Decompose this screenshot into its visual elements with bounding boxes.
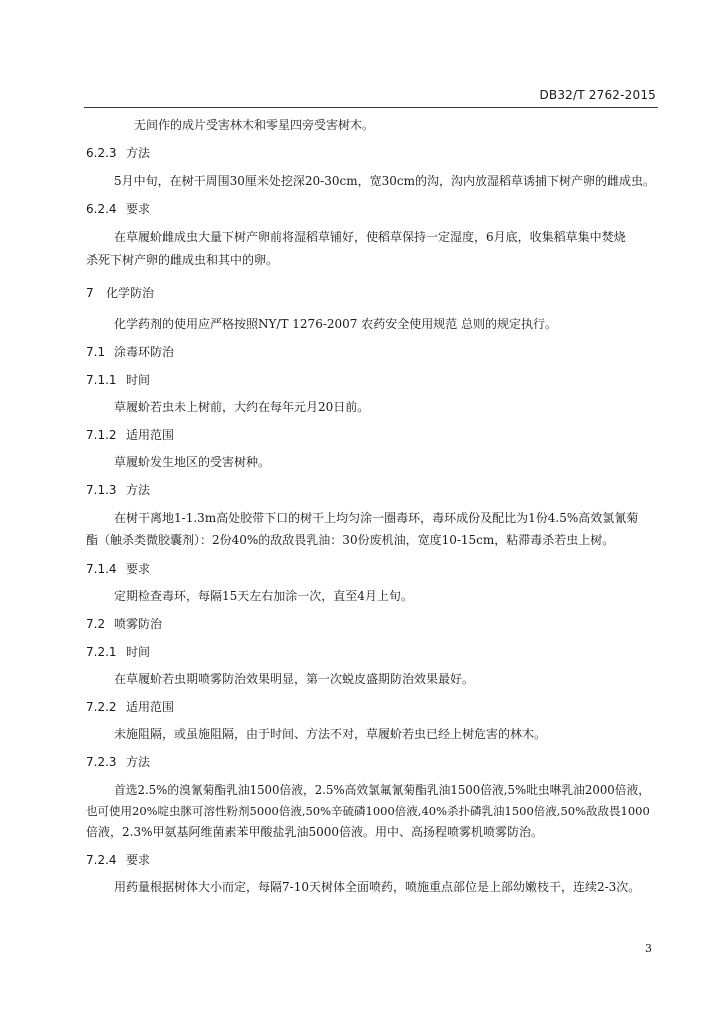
paragraph-continuation: 酯（触杀类微胶囊剂）：2份40%的敌敌畏乳油：30份废机油，宽度10-15cm，粘滞毒杀若虫上树。 <box>86 533 615 547</box>
section-title: 要求 <box>126 562 151 576</box>
section-heading <box>86 201 658 218</box>
section-heading <box>86 372 658 389</box>
paragraph: 草履蚧若虫未上树前，大约在每年元月20日前。 <box>114 400 370 414</box>
paragraph-continuation: 也可使用20%啶虫脒可溶性粉剂5000倍液,50%辛硫磷1000倍液,40%杀扑磷乳油1500倍液,50%敌敌畏1000 <box>86 804 650 818</box>
section-number: 7.2.3 <box>86 755 117 769</box>
section-heading <box>86 427 658 444</box>
section-title: 方法 <box>126 146 151 160</box>
section-number: 6.2.3 <box>86 146 117 160</box>
paragraph: 在草履蚧雌成虫大量下树产卵前将湿稻草铺好，使稻草保持一定湿度，6月底，收集稻草集中焚烧 <box>114 230 626 244</box>
section-title: 适用范围 <box>126 428 175 442</box>
paragraph: 在树干离地1-1.3m高处胶带下口的树干上均匀涂一圈毒环，毒环成份及配比为1份4.5%高效氯氰菊 <box>114 511 639 525</box>
section-number: 7.2.4 <box>86 853 117 867</box>
section-number: 7.2 <box>86 617 106 631</box>
paragraph-continuation: 杀死下树产卵的雌成虫和其中的卵。 <box>86 253 279 267</box>
paragraph: 首选2.5%的溴氰菊酯乳油1500倍液，2.5%高效氯氟氰菊酯乳油1500倍液,5%吡虫啉乳油2000倍液， <box>114 783 651 797</box>
section-heading <box>86 699 658 716</box>
section-heading <box>86 754 658 771</box>
section-heading <box>86 644 658 661</box>
paragraph: 无间作的成片受害林木和零星四旁受害树木。 <box>134 118 375 132</box>
section-number: 7.1.2 <box>86 428 117 442</box>
section-heading <box>86 482 658 499</box>
section-heading <box>86 852 658 869</box>
section-title: 方法 <box>126 483 151 497</box>
standard-code: DB32/T 2762-2015 <box>539 88 656 102</box>
section-title: 时间 <box>126 645 151 659</box>
paragraph: 用药量根据树体大小而定，每隔7-10天树体全面喷药，喷施重点部位是上部幼嫩枝干，连续2-3次。 <box>114 880 641 894</box>
section-title: 喷雾防治 <box>114 617 163 631</box>
section-heading <box>86 344 658 361</box>
section-title: 时间 <box>126 373 151 387</box>
paragraph: 在草履蚧若虫期喷雾防治效果明显，第一次蜕皮盛期防治效果最好。 <box>114 672 475 686</box>
section-number: 7.1.4 <box>86 562 117 576</box>
section-title: 要求 <box>126 853 151 867</box>
paragraph: 定期检查毒环，每隔15天左右加涂一次，直至4月上旬。 <box>114 589 413 603</box>
paragraph-continuation: 倍液，2.3%甲氨基阿维菌素苯甲酸盐乳油5000倍液。用中、高扬程喷雾机喷雾防治。 <box>86 825 544 839</box>
header-rule <box>84 107 658 108</box>
document-body <box>86 117 658 896</box>
section-number: 7.2.1 <box>86 645 117 659</box>
section-heading <box>86 145 658 162</box>
paragraph: 草履蚧发生地区的受害树种。 <box>114 455 271 469</box>
page-number: 3 <box>645 942 652 955</box>
section-heading <box>86 561 658 578</box>
section-title: 化学防治 <box>106 286 155 300</box>
section-number: 7 <box>86 286 94 300</box>
paragraph: 化学药剂的使用应严格按照NY/T 1276-2007 农药安全使用规范 总则的规定执行。 <box>114 317 558 331</box>
section-title: 要求 <box>126 202 151 216</box>
section-title: 方法 <box>126 755 151 769</box>
section-title: 适用范围 <box>126 700 175 714</box>
section-heading <box>86 285 658 302</box>
section-number: 6.2.4 <box>86 202 117 216</box>
section-number: 7.1 <box>86 345 106 359</box>
section-heading <box>86 616 658 633</box>
section-number: 7.1.1 <box>86 373 117 387</box>
section-number: 7.2.2 <box>86 700 117 714</box>
paragraph: 5月中旬，在树干周围30厘米处挖深20-30cm，宽30cm的沟，沟内放湿稻草诱捕下树产卵的雌成虫。 <box>114 174 655 188</box>
paragraph: 未施阻隔，或虽施阻隔，由于时间、方法不对，草履蚧若虫已经上树危害的林木。 <box>114 727 547 741</box>
section-number: 7.1.3 <box>86 483 117 497</box>
section-title: 涂毒环防治 <box>114 345 175 359</box>
